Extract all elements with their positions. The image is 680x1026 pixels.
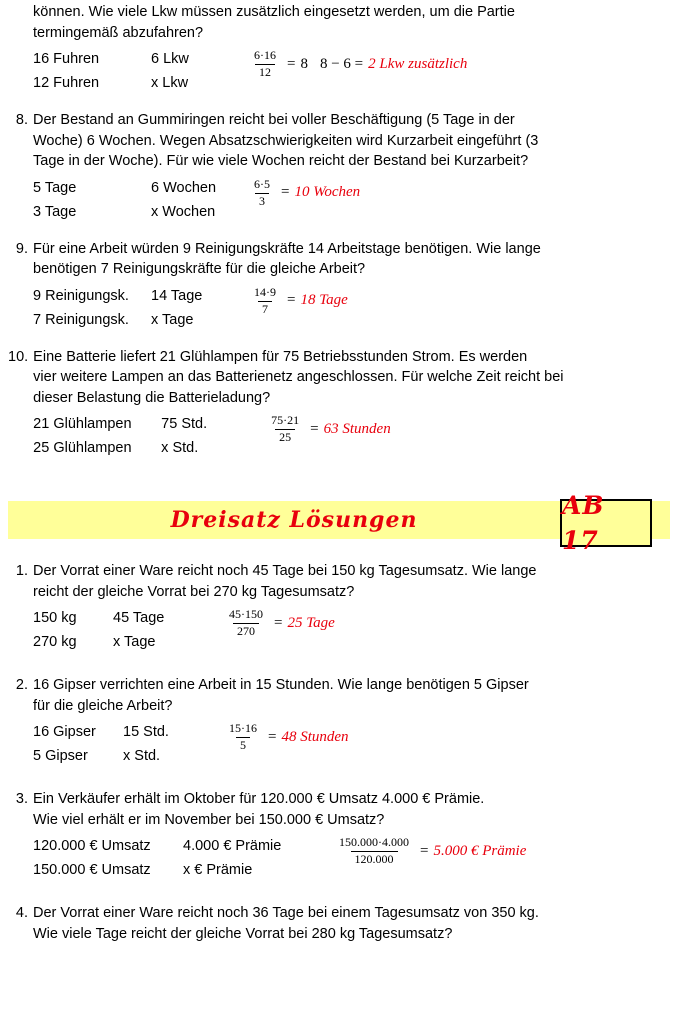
proportion-row <box>33 201 248 225</box>
proportion-left: 21 Glühlampen <box>33 416 132 433</box>
result-value: 25 Tage <box>287 614 335 631</box>
problem-number: 1. <box>15 563 28 580</box>
proportion-row <box>33 48 248 72</box>
result-value: 5.000 € Prämie <box>433 842 527 859</box>
result-value: 63 Stunden <box>323 420 391 437</box>
fraction-numerator: 150.000·4.000 <box>339 835 409 850</box>
statement-line: termingemäß abzufahren? <box>33 24 204 41</box>
statement-line: Woche) 6 Wochen. Wegen Absatzschwierigkeiten wird Kurzarbeit eingeführt (3 <box>33 132 539 149</box>
proportion-left: 12 Fuhren <box>33 75 100 92</box>
proportion-right: x Tage <box>151 311 194 328</box>
proportion-left: 150 kg <box>33 610 77 627</box>
proportion-table <box>33 177 248 225</box>
calculation <box>248 285 348 317</box>
proportion-left: 16 Gipser <box>33 724 96 741</box>
problem-statement <box>33 2 670 43</box>
statement-line: Ein Verkäufer erhält im Oktober für 120.000 € Umsatz 4.000 € Prämie. <box>33 791 485 808</box>
statement-line: Eine Batterie liefert 21 Glühlampen für 75 Betriebsstunden Strom. Es werden <box>33 348 528 365</box>
problem-2 <box>8 675 670 769</box>
proportion-row <box>33 285 248 309</box>
proportion-right: x Wochen <box>151 203 216 220</box>
calculation <box>333 835 526 867</box>
proportion-row <box>33 309 248 333</box>
problem-number: 10. <box>8 348 29 365</box>
result-value: 2 Lkw zusätzlich <box>368 55 468 72</box>
proportion-left: 5 Gipser <box>33 748 88 765</box>
statement-line: Für eine Arbeit würden 9 Reinigungskräfte 14 Arbeitstage benötigen. Wie lange <box>33 240 541 257</box>
proportion-table <box>33 48 248 96</box>
proportion-left: 16 Fuhren <box>33 51 100 68</box>
fraction-denominator: 12 <box>255 64 275 80</box>
proportion-right: 6 Lkw <box>151 51 189 68</box>
problem-number: 4. <box>15 905 28 922</box>
sheet-label: AB 17 <box>562 490 605 556</box>
proportion-right: 15 Std. <box>123 724 169 741</box>
solution-work <box>33 835 670 883</box>
proportion-right: 75 Std. <box>161 416 208 433</box>
problem-3 <box>8 789 670 883</box>
proportion-left: 150.000 € Umsatz <box>33 862 151 879</box>
proportion-right: 45 Tage <box>113 610 165 627</box>
proportion-row <box>33 413 265 437</box>
solution-work <box>33 48 670 96</box>
statement-line: dieser Belastung die Batterieladung? <box>33 389 271 406</box>
sheet-label-box <box>560 490 652 556</box>
proportion-table <box>33 721 223 769</box>
fraction <box>250 178 274 209</box>
proportion-right: x Std. <box>123 748 161 765</box>
fraction-numerator: 6·16 <box>254 48 276 63</box>
fraction <box>250 49 280 80</box>
calculation <box>248 48 467 80</box>
equals-sign: = <box>287 292 296 309</box>
problem-statement <box>33 239 670 280</box>
proportion-right: 6 Wochen <box>151 179 217 196</box>
fraction-denominator: 25 <box>275 429 295 445</box>
problem-statement <box>33 789 670 830</box>
problem-number: 3. <box>15 791 28 808</box>
proportion-left: 270 kg <box>33 634 77 651</box>
result-value: 18 Tage <box>300 292 348 309</box>
statement-line: können. Wie viele Lkw müssen zusätzlich eingesetzt werden, um die Partie <box>33 4 515 20</box>
problem-number: 2. <box>15 677 28 694</box>
proportion-left: 7 Reinigungsk. <box>33 311 129 328</box>
solution-work <box>33 413 670 461</box>
proportion-row <box>33 177 248 201</box>
result-value: 10 Wochen <box>294 184 361 201</box>
problem-statement <box>33 903 670 944</box>
problem-number: 9. <box>15 240 28 257</box>
problem-4 <box>8 903 670 944</box>
fraction <box>225 608 267 639</box>
problem-1 <box>8 561 670 655</box>
fraction-numerator: 75·21 <box>271 413 300 428</box>
proportion-right: x Std. <box>161 440 199 457</box>
proportion-left: 5 Tage <box>33 179 77 196</box>
fraction-numerator: 15·16 <box>229 721 257 736</box>
result-value: 48 Stunden <box>281 728 349 745</box>
statement-line: reicht der gleiche Vorrat bei 270 kg Tagesumsatz? <box>33 583 355 600</box>
proportion-row <box>33 437 265 461</box>
worksheet-page <box>0 2 680 944</box>
proportion-row <box>33 745 223 769</box>
statement-line: für die gleiche Arbeit? <box>33 697 173 714</box>
proportion-table <box>33 607 223 655</box>
equals-sign: = <box>281 184 290 201</box>
fraction-numerator: 6·5 <box>254 176 270 191</box>
proportion-left: 9 Reinigungsk. <box>33 287 129 304</box>
fraction-denominator: 7 <box>258 301 272 317</box>
fraction-numerator: 45·150 <box>229 607 263 622</box>
proportion-left: 3 Tage <box>33 203 77 220</box>
proportion-table <box>33 413 265 461</box>
proportion-row <box>33 721 223 745</box>
solution-work <box>33 285 670 333</box>
statement-line: vier weitere Lampen an das Batterienetz angeschlossen. Für welche Zeit reicht bei <box>33 369 564 386</box>
fraction <box>250 286 280 317</box>
banner-title: Dreisatz Lösungen <box>170 507 418 534</box>
proportion-right: x Lkw <box>151 75 189 92</box>
proportion-row <box>33 859 333 883</box>
calculation <box>223 721 349 753</box>
fraction-denominator: 3 <box>255 193 269 209</box>
statement-line: 16 Gipser verrichten eine Arbeit in 15 Stunden. Wie lange benötigen 5 Gipser <box>33 677 529 694</box>
proportion-right: x Tage <box>113 634 156 651</box>
calculation <box>265 413 391 445</box>
proportion-row <box>33 835 333 859</box>
equals-sign: = <box>274 614 283 631</box>
fraction-numerator: 14·9 <box>254 284 276 299</box>
subtraction-step: 8 − 6 = <box>319 55 364 72</box>
statement-line: benötigen 7 Reinigungskräfte für die gleiche Arbeit? <box>33 261 366 278</box>
proportion-row <box>33 631 223 655</box>
fraction-denominator: 270 <box>233 623 259 639</box>
calculation <box>248 177 360 209</box>
problem-statement <box>33 561 670 602</box>
problem-statement <box>33 675 670 716</box>
problem-continuation <box>8 2 670 96</box>
solution-work <box>33 177 670 225</box>
proportion-table <box>33 285 248 333</box>
problem-9 <box>8 239 670 333</box>
intermediate-value: 8 <box>300 55 308 72</box>
proportion-right: 4.000 € Prämie <box>183 838 282 855</box>
statement-line: Tage in der Woche). Für wie viele Wochen reicht der Bestand bei Kurzarbeit? <box>33 153 529 170</box>
problem-statement <box>33 347 670 409</box>
proportion-left: 25 Glühlampen <box>33 440 132 457</box>
equals-sign: = <box>420 842 429 859</box>
solution-work <box>33 721 670 769</box>
problem-statement <box>33 110 670 172</box>
section-banner <box>8 490 670 556</box>
proportion-right: x € Prämie <box>183 862 253 879</box>
fraction <box>225 722 261 753</box>
equals-sign: = <box>310 420 319 437</box>
problem-10 <box>8 347 670 462</box>
proportion-row <box>33 72 248 96</box>
fraction <box>267 414 303 445</box>
statement-line: Der Vorrat einer Ware reicht noch 45 Tage bei 150 kg Tagesumsatz. Wie lange <box>33 563 537 580</box>
statement-line: Wie viele Tage reicht der gleiche Vorrat bei 280 kg Tagesumsatz? <box>33 925 453 942</box>
fraction-denominator: 120.000 <box>351 851 398 867</box>
problem-8 <box>8 110 670 225</box>
proportion-row <box>33 607 223 631</box>
equals-sign: = <box>287 55 296 72</box>
statement-line: Der Bestand an Gummiringen reicht bei voller Beschäftigung (5 Tage in der <box>33 112 515 128</box>
proportion-left: 120.000 € Umsatz <box>33 838 151 855</box>
statement-line: Wie viel erhält er im November bei 150.000 € Umsatz? <box>33 811 385 828</box>
problem-number: 8. <box>15 112 28 128</box>
proportion-table <box>33 835 333 883</box>
calculation <box>223 607 335 639</box>
proportion-right: 14 Tage <box>151 287 203 304</box>
fraction-denominator: 5 <box>236 737 250 753</box>
equals-sign: = <box>268 728 277 745</box>
fraction <box>335 836 413 867</box>
solution-work <box>33 607 670 655</box>
statement-line: Der Vorrat einer Ware reicht noch 36 Tage bei einem Tagesumsatz von 350 kg. <box>33 905 539 922</box>
